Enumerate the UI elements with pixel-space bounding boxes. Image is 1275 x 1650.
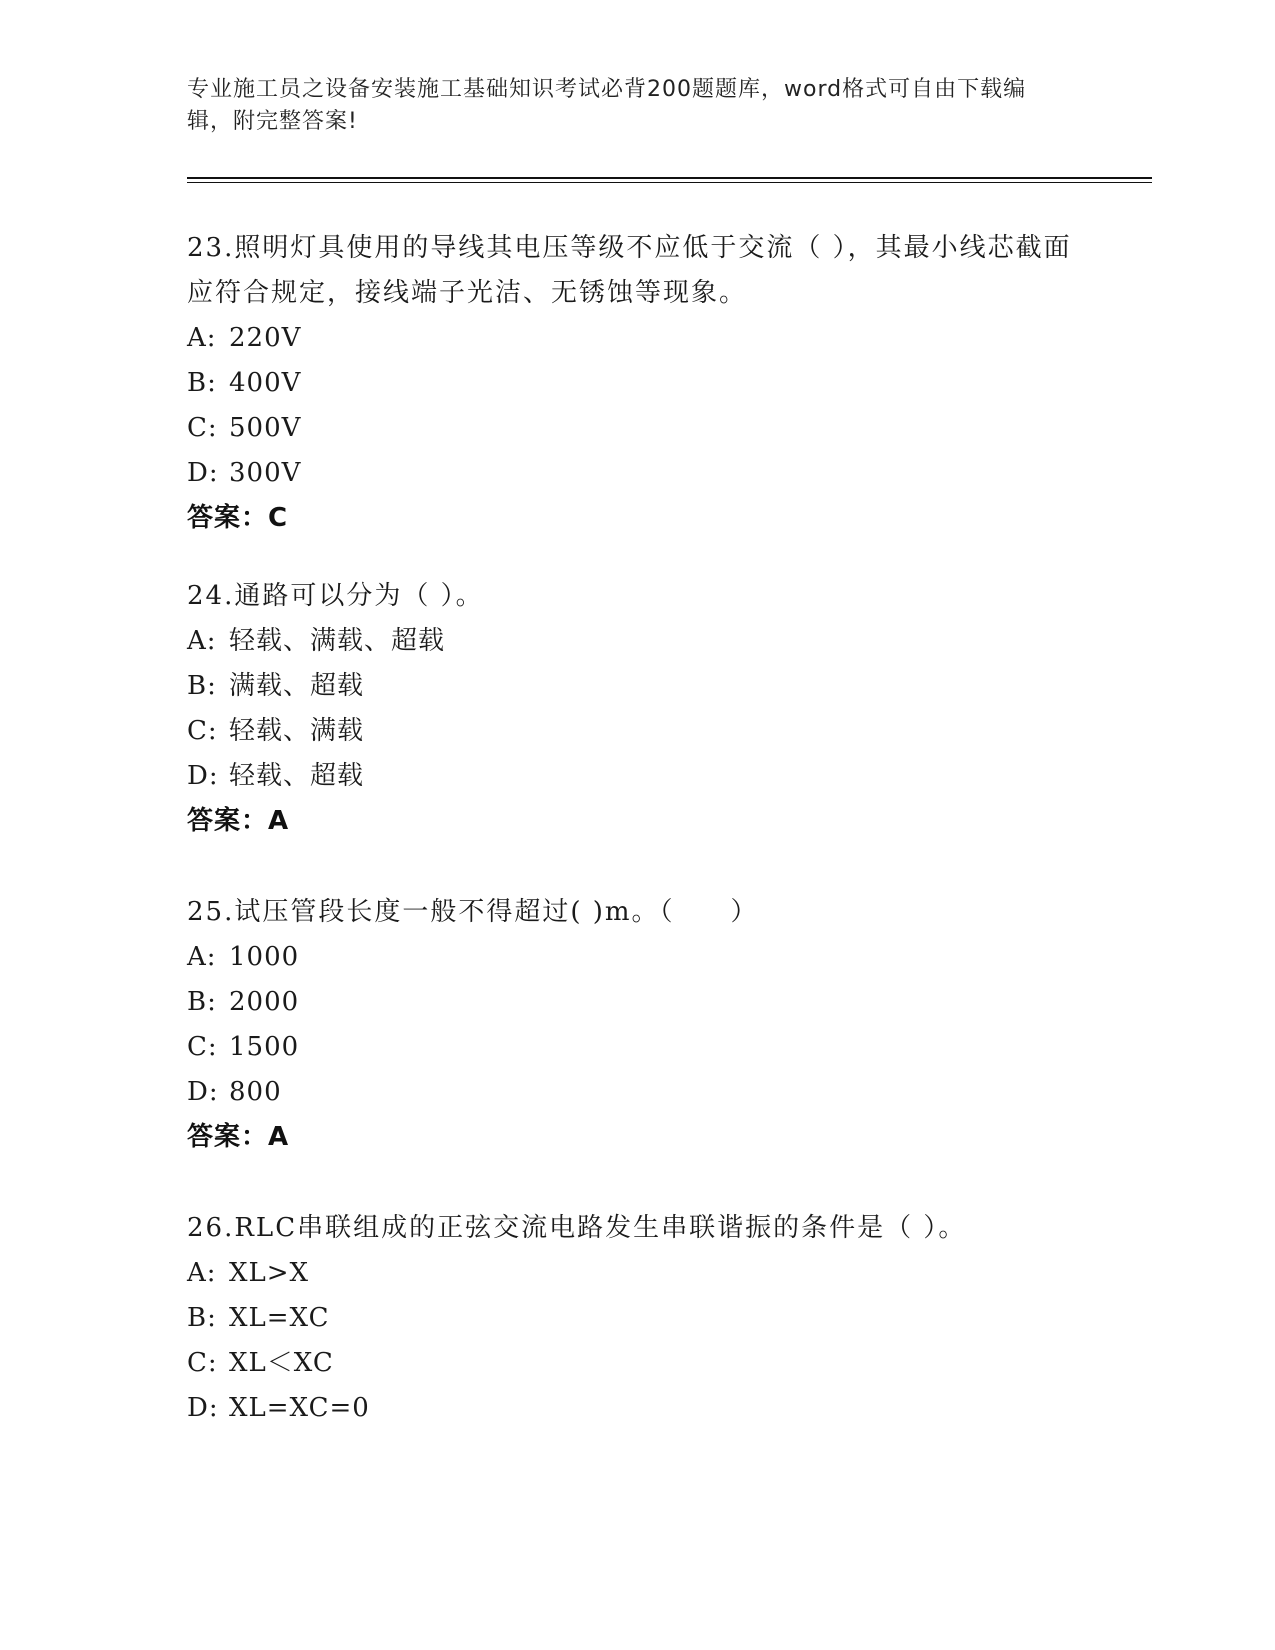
option-letter: D: (187, 761, 219, 791)
option-letter: C: (187, 413, 218, 443)
option-text: XL>X (229, 1258, 310, 1288)
header-divider-thick (187, 177, 1152, 179)
option-text: 1000 (229, 942, 300, 972)
option-text: 满载、超载 (229, 671, 365, 701)
question-text: 23.照明灯具使用的导线其电压等级不应低于交流（ ），其最小线芯截面应符合规定，接线端子光洁、无锈蚀等现象。 (187, 233, 1072, 308)
option-letter: D: (187, 458, 219, 488)
option-text: 1500 (229, 1032, 300, 1062)
option-text: 500V (229, 413, 302, 443)
option-letter: C: (187, 1348, 218, 1378)
option-letter: A: (187, 323, 217, 353)
question-25 (187, 890, 1087, 1160)
option-text: 300V (229, 458, 302, 488)
option-letter: B: (187, 1303, 217, 1333)
option-text: 220V (229, 323, 302, 353)
option-letter: A: (187, 1258, 217, 1288)
option-text: XL=XC (229, 1303, 330, 1333)
question-text: 26.RLC串联组成的正弦交流电路发生串联谐振的条件是（ ）。 (187, 1213, 967, 1243)
option-b (187, 361, 1087, 406)
option-d (187, 1070, 1087, 1115)
option-letter: A: (187, 626, 217, 656)
option-letter: A: (187, 942, 217, 972)
option-letter: C: (187, 716, 218, 746)
option-text: 轻载、满载、超载 (229, 626, 446, 656)
option-text: 800 (229, 1077, 282, 1107)
option-c (187, 709, 1087, 754)
option-text: XL=XC=0 (229, 1393, 370, 1423)
option-d (187, 754, 1087, 799)
document-header: 专业施工员之设备安装施工基础知识考试必背200题题库，word格式可自由下载编辑，附完整答案! (187, 77, 1027, 134)
answer-line: 答案：C (187, 503, 289, 533)
option-c (187, 1341, 1087, 1386)
option-b (187, 1296, 1087, 1341)
option-letter: D: (187, 1077, 219, 1107)
question-26 (187, 1206, 1087, 1431)
option-b (187, 664, 1087, 709)
question-23 (187, 226, 1087, 541)
option-text: 轻载、超载 (229, 761, 365, 791)
question-text: 25.试压管段长度一般不得超过( )m。（ ） (187, 897, 759, 927)
option-d (187, 451, 1087, 496)
option-c (187, 1025, 1087, 1070)
option-c (187, 406, 1087, 451)
option-b (187, 980, 1087, 1025)
option-letter: D: (187, 1393, 219, 1423)
option-text: XL＜XC (229, 1348, 334, 1378)
option-a (187, 1251, 1087, 1296)
header-divider-thin (187, 182, 1152, 183)
option-letter: C: (187, 1032, 218, 1062)
option-d (187, 1386, 1087, 1431)
option-letter: B: (187, 987, 217, 1017)
question-24 (187, 574, 1087, 844)
option-a (187, 619, 1087, 664)
option-a (187, 935, 1087, 980)
answer-line: 答案：A (187, 1122, 290, 1152)
option-a (187, 316, 1087, 361)
option-text: 2000 (229, 987, 300, 1017)
question-text: 24.通路可以分为（ ）。 (187, 581, 484, 611)
option-text: 轻载、满载 (229, 716, 365, 746)
option-letter: B: (187, 368, 217, 398)
answer-line: 答案：A (187, 806, 290, 836)
option-text: 400V (229, 368, 302, 398)
option-letter: B: (187, 671, 217, 701)
